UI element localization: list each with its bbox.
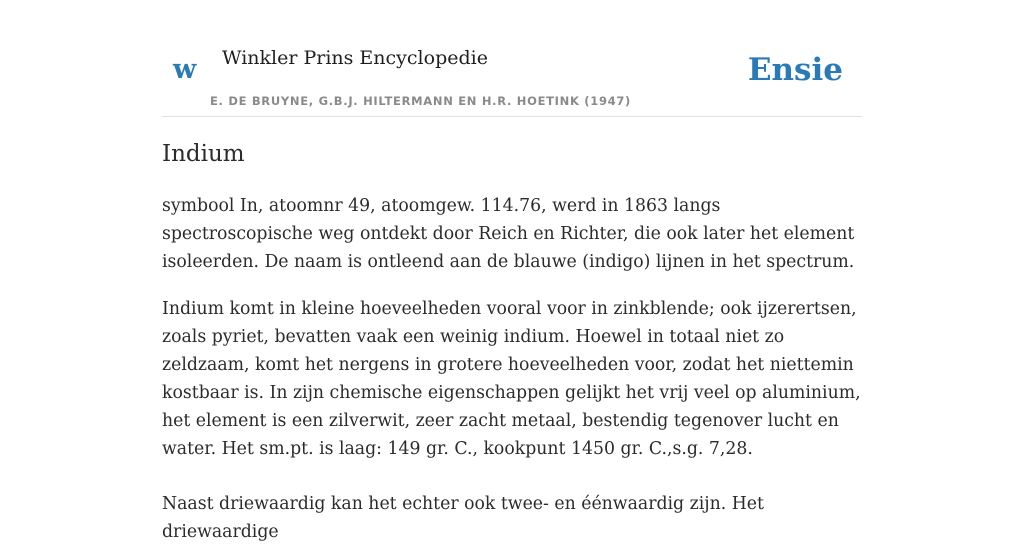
article-paragraph-3: Naast driewaardig kan het echter ook twee- en éénwaardig zijn. Het driewaardige (162, 494, 764, 542)
logo-w-icon[interactable]: w (173, 54, 197, 85)
source-authors: E. DE BRUYNE, G.B.J. HILTERMANN EN H.R. HOETINK (1947) (210, 94, 632, 108)
page (162, 0, 862, 542)
article-paragraph-1: symbool In, atoomnr 49, atoomgew. 114.76, werd in 1863 langs spectroscopische weg ontdekt door Reich en Richter, die ook later het element isoleerden. De naam is ontleend aan de blauwe (indigo) lijnen in het spectrum. (162, 196, 855, 272)
article-title: Indium (162, 141, 245, 167)
site-title-link[interactable]: Winkler Prins Encyclopedie (222, 47, 488, 69)
article-paragraph-2: Indium komt in kleine hoeveelheden vooral voor in zinkblende; ook ijzerertsen, zoals pyriet, bevatten vaak een weinig indium. Hoewel in totaal niet zo zeldzaam, komt het nergens in grotere hoeveelheden voor, zodat het niettemin kostbaar is. In zijn chemische eigenschappen gelijkt het vrij veel op aluminium, het element is een zilverwit, zeer zacht metaal, bestendig tegenover lucht en water. Het sm.pt. is laag: 149 gr. C., kookpunt 1450 gr. C.,s.g. 7,28. (162, 299, 861, 459)
site-header (162, 0, 862, 117)
ensie-brand-link[interactable]: Ensie (747, 52, 843, 88)
